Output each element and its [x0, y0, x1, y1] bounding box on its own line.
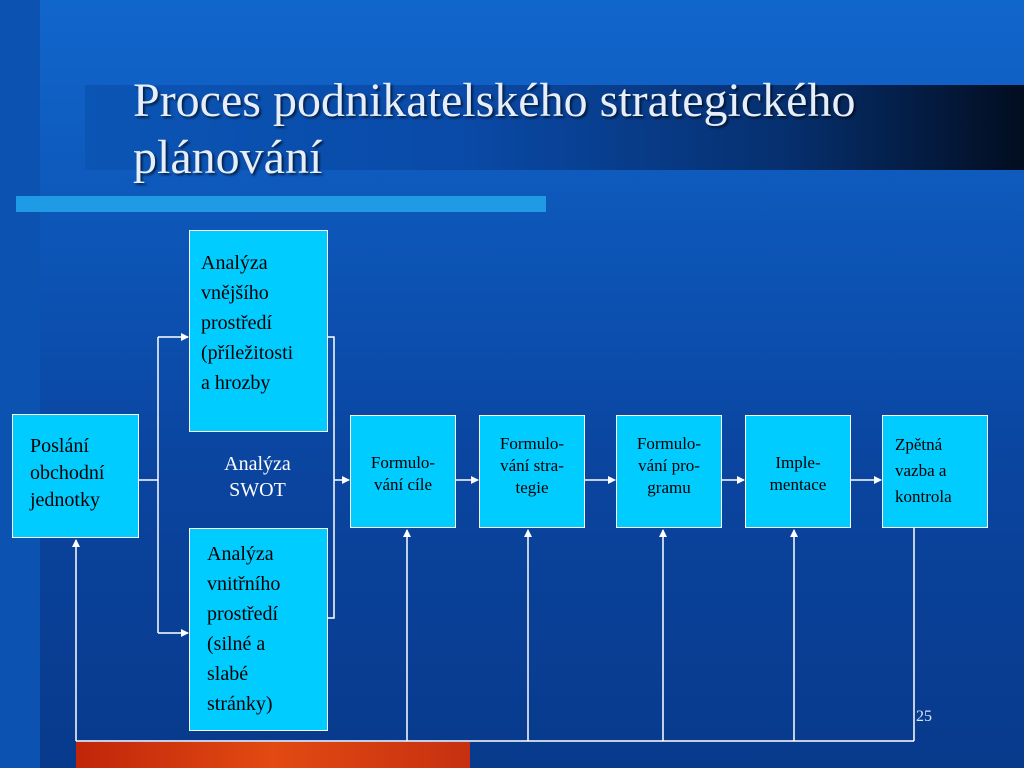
slide-title: Proces podnikatelského strategického plánování — [133, 74, 856, 184]
box-external-analysis — [189, 230, 328, 432]
box-external-analysis-label: Analýza vnějšího prostředí (příležitosti a hrozby — [201, 252, 294, 394]
box-mission-label: Poslání obchodní jednotky — [30, 435, 105, 511]
swot-label: Analýza SWOT — [224, 453, 291, 501]
connector-analysis-bracket — [328, 337, 334, 618]
box-goal-formulation-label: Formulo- vání cíle — [370, 453, 436, 494]
box-program-formulation-label: Formulo- vání pro- gramu — [636, 434, 702, 497]
box-internal-analysis — [189, 528, 328, 731]
box-feedback — [882, 415, 988, 528]
box-internal-analysis-label: Analýza vnitřního prostředí (silné a slabé stránky) — [207, 543, 281, 715]
box-mission — [12, 414, 139, 538]
box-goal-formulation — [350, 415, 456, 528]
box-feedback-label: Zpětná vazba a kontrola — [895, 435, 952, 506]
box-implementation — [745, 415, 851, 528]
page-number: 25 — [916, 708, 932, 725]
box-strategy-formulation — [479, 415, 585, 528]
box-program-formulation — [616, 415, 722, 528]
box-implementation-label: Imple- mentace — [769, 453, 827, 494]
box-strategy-formulation-label: Formulo- vání stra- tegie — [499, 434, 565, 497]
